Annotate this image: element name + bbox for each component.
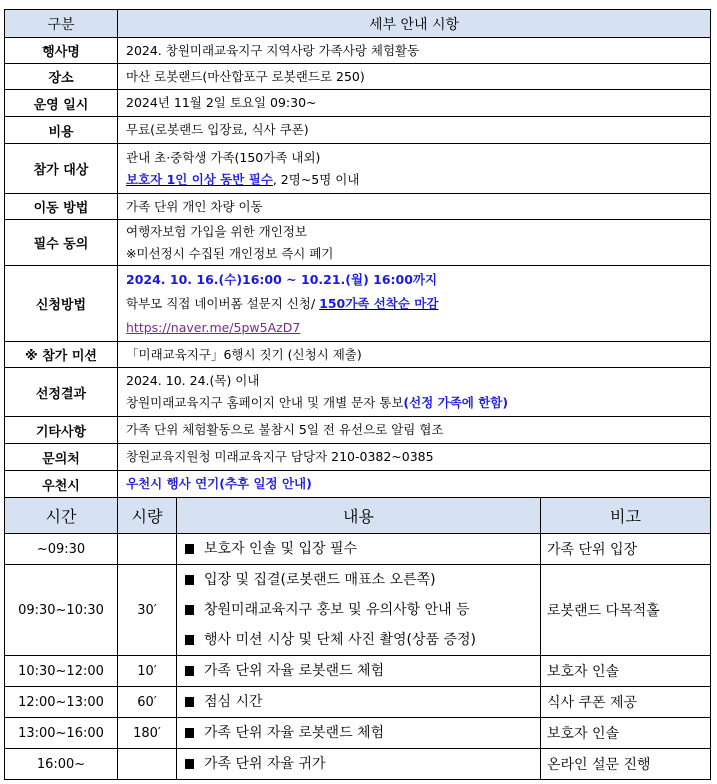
row-schedule-date — [5, 90, 711, 117]
schedule-item — [185, 565, 540, 595]
header-category: 구분 — [5, 10, 118, 38]
schedule-row — [5, 565, 711, 656]
schedule-note: 보호자 인솔 — [541, 718, 711, 749]
schedule-content — [177, 749, 541, 780]
header-duration: 시량 — [118, 498, 177, 534]
schedule-time: 13:00~16:00 — [5, 718, 118, 749]
square-bullet-icon — [185, 544, 194, 554]
value-mission: 「미래교육지구」6행시 짓기 (신청시 제출) — [118, 342, 711, 368]
consent-line-1: 여행자보험 가입을 위한 개인정보 — [126, 223, 307, 239]
row-target — [5, 144, 711, 194]
consent-line-2: ※미선정시 수집된 개인정보 즉시 폐기 — [126, 245, 334, 261]
square-bullet-icon — [185, 759, 194, 769]
header-time: 시간 — [5, 498, 118, 534]
event-info-table — [4, 9, 711, 498]
schedule-item — [185, 534, 540, 564]
target-line-2 — [126, 169, 710, 191]
selected-families-emphasis: (선정 가족에 한함) — [403, 395, 509, 410]
row-consent — [5, 220, 711, 266]
value-rain: 우천시 행사 연기(추후 일정 안내) — [118, 471, 711, 498]
schedule-row — [5, 656, 711, 687]
selection-date: 2024. 10. 24.(목) 이내 — [126, 373, 260, 388]
target-line-1: 관내 초·중학생 가족(150가족 내외) — [126, 149, 321, 165]
schedule-item-text: 창원미래교육지구 홍보 및 유의사항 안내 등 — [204, 602, 470, 618]
schedule-duration: 10′ — [118, 656, 177, 687]
schedule-item — [185, 656, 540, 686]
square-bullet-icon — [185, 728, 194, 738]
label-contact: 문의처 — [5, 444, 118, 471]
schedule-note: 가족 단위 입장 — [541, 534, 711, 565]
schedule-note: 보호자 인솔 — [541, 656, 711, 687]
value-contact: 창원교육지원청 미래교육지구 담당자 210-0382~0385 — [118, 444, 711, 471]
label-event-name: 행사명 — [5, 38, 118, 64]
schedule-row — [5, 718, 711, 749]
selection-notice-text: 창원미래교육지구 홈페이지 안내 및 개별 문자 통보 — [126, 395, 404, 410]
schedule-item — [185, 687, 540, 717]
schedule-item — [185, 749, 540, 779]
value-application — [118, 266, 711, 342]
selection-notice — [126, 392, 710, 414]
schedule-item-text: 점심 시간 — [204, 694, 263, 710]
label-location: 장소 — [5, 64, 118, 90]
application-method-text: 학부모 직접 네이버폼 설문지 신청/ — [126, 295, 320, 311]
schedule-table — [4, 497, 711, 780]
schedule-time: ~09:30 — [5, 534, 118, 565]
square-bullet-icon — [185, 697, 194, 707]
label-target: 참가 대상 — [5, 144, 118, 194]
label-application: 신청방법 — [5, 266, 118, 342]
value-location: 마산 로봇랜드(마산합포구 로봇랜드로 250) — [118, 64, 711, 90]
schedule-content — [177, 656, 541, 687]
label-consent: 필수 동의 — [5, 220, 118, 266]
label-selection-result: 선정결과 — [5, 368, 118, 417]
schedule-header-row — [5, 498, 711, 534]
schedule-item — [185, 625, 540, 655]
schedule-content — [177, 534, 541, 565]
value-target — [118, 144, 711, 194]
application-link-line — [126, 316, 710, 340]
label-mission: ※ 참가 미션 — [5, 342, 118, 368]
schedule-duration: 180′ — [118, 718, 177, 749]
value-cost: 무료(로봇랜드 입장료, 식사 쿠폰) — [118, 117, 711, 144]
row-contact — [5, 444, 711, 471]
row-selection-result — [5, 368, 711, 417]
schedule-duration — [118, 749, 177, 780]
square-bullet-icon — [185, 605, 194, 615]
schedule-duration — [118, 534, 177, 565]
row-mission — [5, 342, 711, 368]
schedule-row — [5, 749, 711, 780]
row-application — [5, 266, 711, 342]
value-transport: 가족 단위 개인 차량 이동 — [118, 194, 711, 220]
schedule-duration: 30′ — [118, 565, 177, 656]
naver-form-link[interactable]: https://naver.me/5pw5AzD7 — [126, 319, 301, 335]
value-event-name: 2024. 창원미래교육지구 지역사랑 가족사랑 체험활동 — [118, 38, 711, 64]
schedule-note: 온라인 설문 진행 — [541, 749, 711, 780]
schedule-item-text: 가족 단위 자율 귀가 — [204, 756, 326, 772]
header-content: 내용 — [177, 498, 541, 534]
schedule-note: 식사 쿠폰 제공 — [541, 687, 711, 718]
schedule-item-text: 보호자 인솔 및 입장 필수 — [204, 541, 358, 557]
schedule-time: 10:30~12:00 — [5, 656, 118, 687]
label-other: 기타사항 — [5, 417, 118, 444]
application-period: 2024. 10. 16.(수)16:00 ~ 10.21.(월) 16:00까지 — [126, 271, 438, 287]
schedule-row — [5, 534, 711, 565]
schedule-duration: 60′ — [118, 687, 177, 718]
value-schedule-date: 2024년 11월 2일 토요일 09:30~ — [118, 90, 711, 117]
square-bullet-icon — [185, 575, 194, 585]
row-location — [5, 64, 711, 90]
schedule-time: 16:00~ — [5, 749, 118, 780]
guardian-required-emphasis: 보호자 1인 이상 동반 필수 — [126, 171, 273, 187]
value-selection-result — [118, 368, 711, 417]
application-method — [126, 292, 710, 316]
schedule-item — [185, 595, 540, 625]
row-rain — [5, 471, 711, 498]
label-rain: 우천시 — [5, 471, 118, 498]
schedule-row — [5, 687, 711, 718]
label-cost: 비용 — [5, 117, 118, 144]
schedule-item-text: 가족 단위 자율 로봇랜드 체험 — [204, 663, 385, 679]
header-note: 비고 — [541, 498, 711, 534]
schedule-item-text: 행사 미션 시상 및 단체 사진 촬영(상품 증정) — [204, 632, 476, 648]
first-come-limit-emphasis: 150가족 선착순 마감 — [319, 295, 439, 311]
label-transport: 이동 방법 — [5, 194, 118, 220]
schedule-content — [177, 687, 541, 718]
info-header-row — [5, 10, 711, 38]
schedule-item-text: 가족 단위 자율 로봇랜드 체험 — [204, 725, 385, 741]
schedule-note: 로봇랜드 다목적홀 — [541, 565, 711, 656]
schedule-item-text: 입장 및 집결(로봇랜드 매표소 오른쪽) — [204, 572, 436, 588]
square-bullet-icon — [185, 635, 194, 645]
square-bullet-icon — [185, 666, 194, 676]
row-other — [5, 417, 711, 444]
row-transport — [5, 194, 711, 220]
value-other: 가족 단위 체험활동으로 불참시 5일 전 유선으로 알림 협조 — [118, 417, 711, 444]
schedule-item — [185, 718, 540, 748]
schedule-content — [177, 718, 541, 749]
header-details: 세부 안내 시항 — [118, 10, 711, 38]
schedule-time: 09:30~10:30 — [5, 565, 118, 656]
schedule-time: 12:00~13:00 — [5, 687, 118, 718]
row-cost — [5, 117, 711, 144]
target-line-2-rest: , 2명~5명 이내 — [272, 171, 360, 187]
row-event-name — [5, 38, 711, 64]
value-consent — [118, 220, 711, 266]
label-schedule-date: 운영 일시 — [5, 90, 118, 117]
schedule-content — [177, 565, 541, 656]
